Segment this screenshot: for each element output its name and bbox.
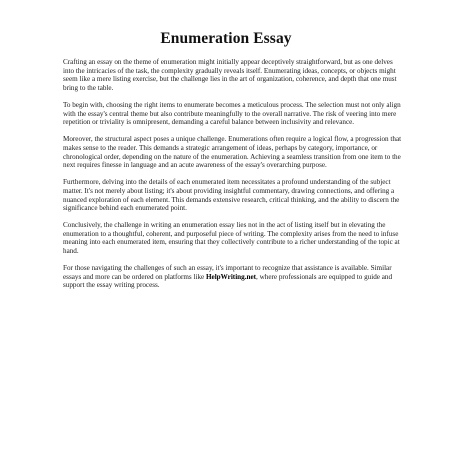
paragraph-assistance xyxy=(63,264,403,290)
assistance-text-before: For those navigating the challenges of such an essay, it's important to recognize that assistance is available. Similar essays and more can be ordered on platforms like xyxy=(63,264,392,281)
paragraph-selection: To begin with, choosing the right items to enumerate becomes a meticulous process. The selection must not only align with the essay's central theme but also contribute meaningfully to the overall narrative. The risk of veering into mere repetition or triviality is omnipresent, demanding a careful balance between inclusivity and relevance. xyxy=(63,100,401,127)
helpwriting-link[interactable]: HelpWriting.net xyxy=(205,272,257,281)
document-body xyxy=(63,58,403,299)
assistance-text-after: , where professionals are equipped to guide and support the essay writing process. xyxy=(63,272,393,290)
paragraph-conclusion: Conclusively, the challenge in writing an enumeration essay lies not in the act of listing itself but in elevating the enumeration to a thoughtful, coherent, and purposeful piece of writing. The complexity arises from the need to infuse meaning into each enumerated item, ensuring that they collectively contribute to a richer understanding of the topic at hand. xyxy=(63,221,400,256)
paragraph-structure: Moreover, the structural aspect poses a unique challenge. Enumerations often require a logical flow, a progression that makes sense to the reader. This demands a strategic arrangement of ideas, perhaps by category, importance, or chronological order, depending on the nature of the enumeration. Achieving a seamless transition from one item to the next requires finesse in language and an acute awareness of the essay's overarching purpose. xyxy=(63,135,402,170)
paragraph-intro: Crafting an essay on the theme of enumeration might initially appear deceptively straightforward, but as one delves into the intricacies of the task, the complexity gradually reveals itself. Enumerating ideas, concepts, or objects might seem like a mere listing exercise, but the challenge lies in the art of organization, coherence, and depth that one must bring to the table. xyxy=(63,58,397,92)
document-title: Enumeration Essay xyxy=(160,30,292,47)
paragraph-details: Furthermore, delving into the details of each enumerated item necessitates a profound understanding of the subject matter. It's not merely about listing; it's about providing insightful commentary, drawing connections, and offering a nuanced exploration of each element. This demands extensive research, critical thinking, and the ability to discern the significance behind each enumerated point. xyxy=(63,178,400,213)
